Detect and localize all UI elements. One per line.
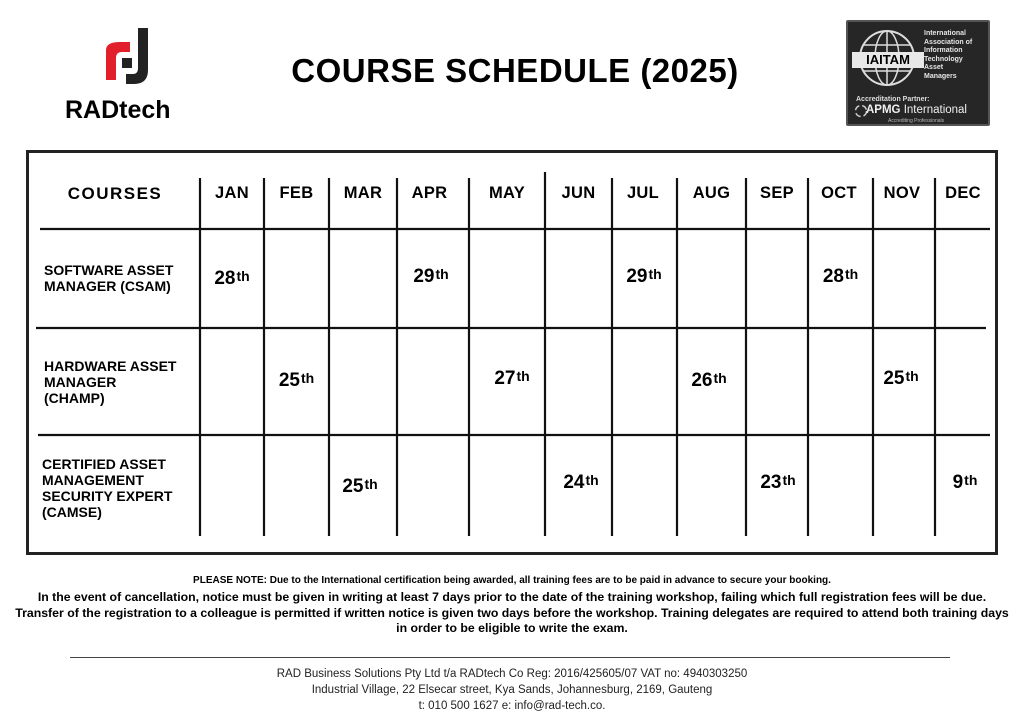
footer-contact-line: t: 010 500 1627 e: info@rad-tech.co.: [418, 700, 606, 712]
radtech-logo-mark: [102, 28, 152, 86]
cancellation-policy: In the event of cancellation, notice must be given in writing at least 7 days prior to the date of the training workshop, failing which full registration fees will be due. Transfer of the registration to a colleague is permitted if written notice is given two days before the workshop. Training delegates are required to attend both training days in order to be eligible to write the exam.: [15, 590, 1009, 635]
apmg-rest: International: [900, 104, 967, 116]
badge-line: Technology: [924, 55, 963, 63]
date-camse-sep: [746, 466, 810, 500]
month-header-jul: JUL: [626, 183, 660, 202]
date-csam-oct: [808, 260, 873, 294]
date-day: 25: [883, 368, 905, 389]
course-name-line: SOFTWARE ASSET: [44, 262, 174, 278]
month-header-feb: FEB: [279, 183, 314, 202]
radtech-logo: [60, 28, 190, 124]
date-suffix: th: [648, 266, 662, 282]
date-day: 29: [626, 266, 648, 287]
month-header-oct: OCT: [821, 183, 857, 202]
date-champ-aug: [677, 364, 741, 398]
course-name-line: MANAGEMENT: [42, 472, 144, 488]
course-name-line: SECURITY EXPERT: [42, 488, 173, 504]
course-name-line: (CHAMP): [44, 390, 105, 406]
date-day: 26: [691, 370, 713, 391]
date-day: 23: [760, 472, 782, 493]
badge-org-name: [924, 30, 972, 82]
date-suffix: th: [713, 370, 727, 386]
month-header-jan: JAN: [215, 183, 249, 202]
date-suffix: th: [844, 266, 859, 282]
date-suffix: th: [964, 472, 978, 488]
page-title: COURSE SCHEDULE (2025): [291, 52, 739, 89]
iaitam-badge: [846, 20, 990, 126]
month-header-mar: MAR: [343, 183, 383, 202]
course-name-line: CERTIFIED ASSET: [42, 456, 166, 472]
footer-company-line: RAD Business Solutions Pty Ltd t/a RADtech Co Reg: 2016/425605/07 VAT no: 4940303250: [276, 668, 748, 680]
date-day: 25: [342, 476, 364, 497]
date-champ-feb: [264, 364, 329, 398]
badge-partner-label: Accreditation Partner:: [856, 96, 930, 103]
date-csam-jul: [612, 260, 676, 294]
footer-divider: [70, 657, 950, 658]
badge-apmg-sub: Accrediting Professionals: [888, 118, 945, 124]
date-suffix: th: [300, 370, 315, 386]
date-champ-nov: [873, 362, 929, 396]
date-camse-dec: [935, 466, 995, 500]
date-camse-jun: [545, 466, 617, 500]
date-suffix: th: [435, 266, 449, 282]
date-day: 24: [563, 472, 585, 493]
apmg-bold: APMG: [866, 104, 901, 116]
date-day: 29: [413, 266, 435, 287]
month-header-may: MAY: [488, 183, 526, 202]
logo-wordmark: RADtech: [65, 96, 171, 124]
courses-header: COURSES: [67, 184, 163, 203]
course-name-line: HARDWARE ASSET: [44, 358, 177, 374]
month-header-dec: DEC: [945, 183, 981, 202]
course-name-line: MANAGER: [44, 374, 117, 390]
month-header-sep: SEP: [760, 183, 794, 202]
date-champ-may: [474, 362, 550, 396]
date-day: 9: [952, 472, 964, 493]
date-suffix: th: [516, 368, 530, 384]
date-suffix: th: [905, 368, 919, 384]
badge-line: Information: [924, 47, 963, 55]
course-name-champ: [44, 358, 177, 406]
badge-abbreviation: IAITAM: [852, 52, 924, 68]
date-day: 28: [214, 268, 236, 289]
month-header-apr: APR: [411, 183, 448, 202]
badge-line: Managers: [924, 72, 957, 80]
course-name-camse: [42, 456, 172, 520]
date-day: 28: [822, 266, 844, 287]
date-suffix: th: [782, 472, 796, 488]
course-name-line: (CAMSE): [42, 504, 102, 520]
badge-line: Association of: [924, 38, 973, 46]
footer-address-line: Industrial Village, 22 Elsecar street, Kya Sands, Johannesburg, 2169, Gauteng: [311, 684, 713, 696]
month-header-aug: AUG: [692, 183, 731, 202]
month-header-nov: NOV: [883, 183, 921, 202]
badge-apmg: [866, 104, 967, 116]
date-csam-apr: [397, 260, 465, 294]
date-day: 27: [494, 368, 516, 389]
month-header-jun: JUN: [561, 183, 596, 202]
date-suffix: th: [236, 268, 250, 284]
course-name-csam: [44, 262, 173, 294]
please-note: PLEASE NOTE: Due to the International certification being awarded, all training fees are to be paid in advance to secure your booking.: [193, 575, 831, 586]
date-suffix: th: [364, 476, 378, 492]
date-csam-jan: [200, 262, 264, 296]
date-camse-mar: [329, 470, 391, 504]
date-suffix: th: [585, 472, 599, 488]
badge-line: Asset: [924, 64, 944, 72]
date-day: 25: [278, 370, 300, 391]
badge-line: International: [924, 30, 967, 37]
course-name-line: MANAGER (CSAM): [44, 278, 171, 294]
